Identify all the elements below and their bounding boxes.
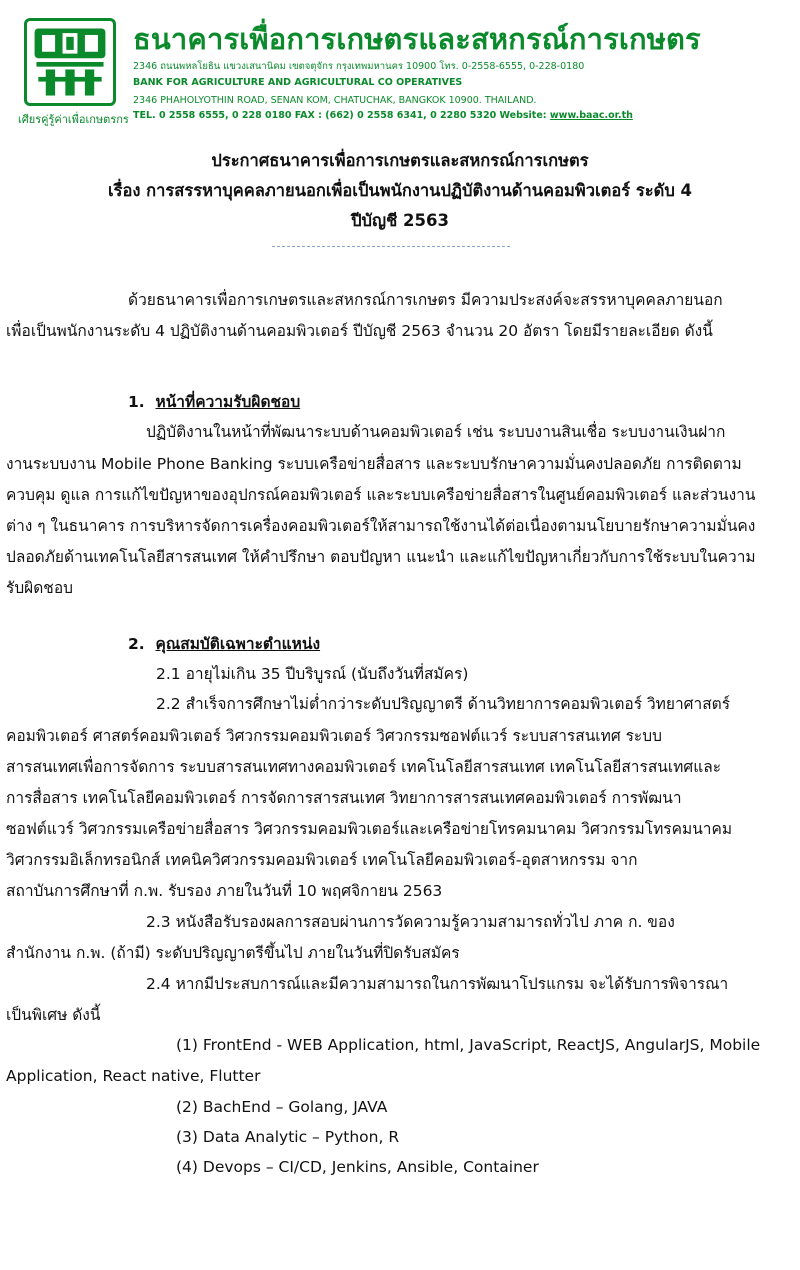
- address-english: 2346 PHAHOLYOTHIN ROAD, SENAN KOM, CHATUCHAK, BANGKOK 10900. THAILAND.: [133, 95, 537, 106]
- logo-motto: เศียรคู่รู้ค่าเพื่อเกษตรกร: [18, 113, 129, 126]
- paragraph-line: ปฏิบัติงานในหน้าที่พัฒนาระบบด้านคอมพิวเตอร์ เช่น ระบบงานสินเชื่อ ระบบงานเงินฝาก: [146, 423, 726, 441]
- item-2-3-line: สำนักงาน ก.พ. (ถ้ามี) ระดับปริญญาตรีขึ้นไป ภายในวันที่ปิดรับสมัคร: [6, 944, 460, 962]
- skill-line: (4) Devops – CI/CD, Jenkins, Ansible, Container: [176, 1158, 539, 1176]
- intro-line: เพื่อเป็นพนักงานระดับ 4 ปฏิบัติงานด้านคอมพิวเตอร์ ปีบัญชี 2563 จำนวน 20 อัตรา โดยมีรายละเอียด ดังนี้: [6, 322, 713, 340]
- item-2-2-line: คอมพิวเตอร์ ศาสตร์คอมพิวเตอร์ วิศวกรรมคอมพิวเตอร์ วิศวกรรมซอฟต์แวร์ ระบบสารสนเทศ ระบบ: [6, 727, 662, 745]
- item-2-4-line: 2.4 หากมีประสบการณ์และมีความสามารถในการพัฒนาโปรแกรม จะได้รับการพิจารณา: [146, 975, 729, 993]
- contact-text: TEL. 0 2558 6555, 0 228 0180 FAX : (662) 0 2558 6341, 0 2280 5320 Website:: [133, 110, 547, 121]
- section-1-heading: [128, 392, 300, 412]
- item-2-2-line: วิศวกรรมอิเล็กทรอนิกส์ เทคนิควิศวกรรมคอมพิวเตอร์ เทคโนโลยีคอมพิวเตอร์-อุตสาหกรรม จาก: [6, 851, 638, 869]
- section-title: หน้าที่ความรับผิดชอบ: [155, 393, 301, 411]
- fiscal-year: ปีบัญชี 2563: [351, 211, 449, 230]
- item-2-2-line: 2.2 สำเร็จการศึกษาไม่ต่ำกว่าระดับปริญญาตรี ด้านวิทยาการคอมพิวเตอร์ วิทยาศาสตร์: [156, 695, 731, 713]
- contact-line: [133, 110, 633, 121]
- baac-logo-icon: [27, 21, 113, 103]
- paragraph-line: งานระบบงาน Mobile Phone Banking ระบบเครือข่ายสื่อสาร และระบบรักษาความมั่นคงปลอดภัย การติดตาม: [6, 455, 742, 473]
- bank-name-english: BANK FOR AGRICULTURE AND AGRICULTURAL CO OPERATIVES: [133, 77, 463, 88]
- section-2-heading: [128, 634, 320, 654]
- skill-line: Application, React native, Flutter: [6, 1067, 261, 1085]
- item-2-3-line: 2.3 หนังสือรับรองผลการสอบผ่านการวัดความรู้ความสามารถทั่วไป ภาค ก. ของ: [146, 913, 675, 931]
- bank-name-thai: ธนาคารเพื่อการเกษตรและสหกรณ์การเกษตร: [133, 22, 701, 56]
- section-number: 1.: [128, 393, 145, 411]
- section-title: คุณสมบัติเฉพาะตำแหน่ง: [155, 635, 321, 653]
- section-number: 2.: [128, 635, 145, 653]
- item-2-2-line: สารสนเทศเพื่อการจัดการ ระบบสารสนเทศทางคอมพิวเตอร์ เทคโนโลยีสารสนเทศ เทคโนโลยีสารสนเทศและ: [6, 758, 722, 776]
- title-divider: [272, 246, 510, 247]
- website-link[interactable]: www.baac.or.th: [549, 110, 633, 121]
- paragraph-line: ปลอดภัยด้านเทคโนโลยีสารสนเทศ ให้คำปรึกษา ตอบปัญหา แนะนำ และแก้ไขปัญหาเกี่ยวกับการใช้ระบบในความ: [6, 548, 756, 566]
- skill-line: (3) Data Analytic – Python, R: [176, 1128, 400, 1146]
- item-2-1: 2.1 อายุไม่เกิน 35 ปีบริบูรณ์ (นับถึงวันที่สมัคร): [156, 665, 469, 683]
- item-2-2-line: สถาบันการศึกษาที่ ก.พ. รับรอง ภายในวันที่ 10 พฤศจิกายน 2563: [6, 882, 443, 900]
- skill-line: (1) FrontEnd - WEB Application, html, JavaScript, ReactJS, AngularJS, Mobile: [176, 1036, 761, 1054]
- skill-line: (2) BachEnd – Golang, JAVA: [176, 1098, 388, 1116]
- paragraph-line: ควบคุม ดูแล การแก้ไขปัญหาของอุปกรณ์คอมพิวเตอร์ และระบบเครือข่ายสื่อสารในศูนย์คอมพิวเตอร์ และส่วนงาน: [6, 486, 756, 504]
- intro-line: ด้วยธนาคารเพื่อการเกษตรและสหกรณ์การเกษตร มีความประสงค์จะสรรหาบุคคลภายนอก: [128, 291, 723, 309]
- paragraph-line: รับผิดชอบ: [6, 579, 73, 597]
- address-thai: 2346 ถนนพหลโยธิน แขวงเสนานิคม เขตจตุจักร กรุงเทพมหานคร 10900 โทร. 0-2558-6555, 0-228-0180: [133, 61, 585, 72]
- item-2-2-line: การสื่อสาร เทคโนโลยีคอมพิวเตอร์ การจัดการสารสนเทศ วิทยาการสารสนเทศคอมพิวเตอร์ การพัฒนา: [6, 789, 682, 807]
- item-2-2-line: ซอฟต์แวร์ วิศวกรรมเครือข่ายสื่อสาร วิศวกรรมคอมพิวเตอร์และเครือข่ายโทรคมนาคม วิศวกรรมโทรคมนาคม: [6, 820, 733, 838]
- baac-logo: [24, 18, 116, 106]
- paragraph-line: ต่าง ๆ ในธนาคาร การบริหารจัดการเครื่องคอมพิวเตอร์ให้สามารถใช้งานได้ต่อเนื่องตามนโยบายรักษาความมั่นคง: [6, 517, 756, 535]
- announcement-subject: เรื่อง การสรรหาบุคคลภายนอกเพื่อเป็นพนักงานปฏิบัติงานด้านคอมพิวเตอร์ ระดับ 4: [107, 181, 693, 200]
- announcement-title: ประกาศธนาคารเพื่อการเกษตรและสหกรณ์การเกษตร: [211, 151, 589, 170]
- item-2-4-line: เป็นพิเศษ ดังนี้: [6, 1006, 101, 1024]
